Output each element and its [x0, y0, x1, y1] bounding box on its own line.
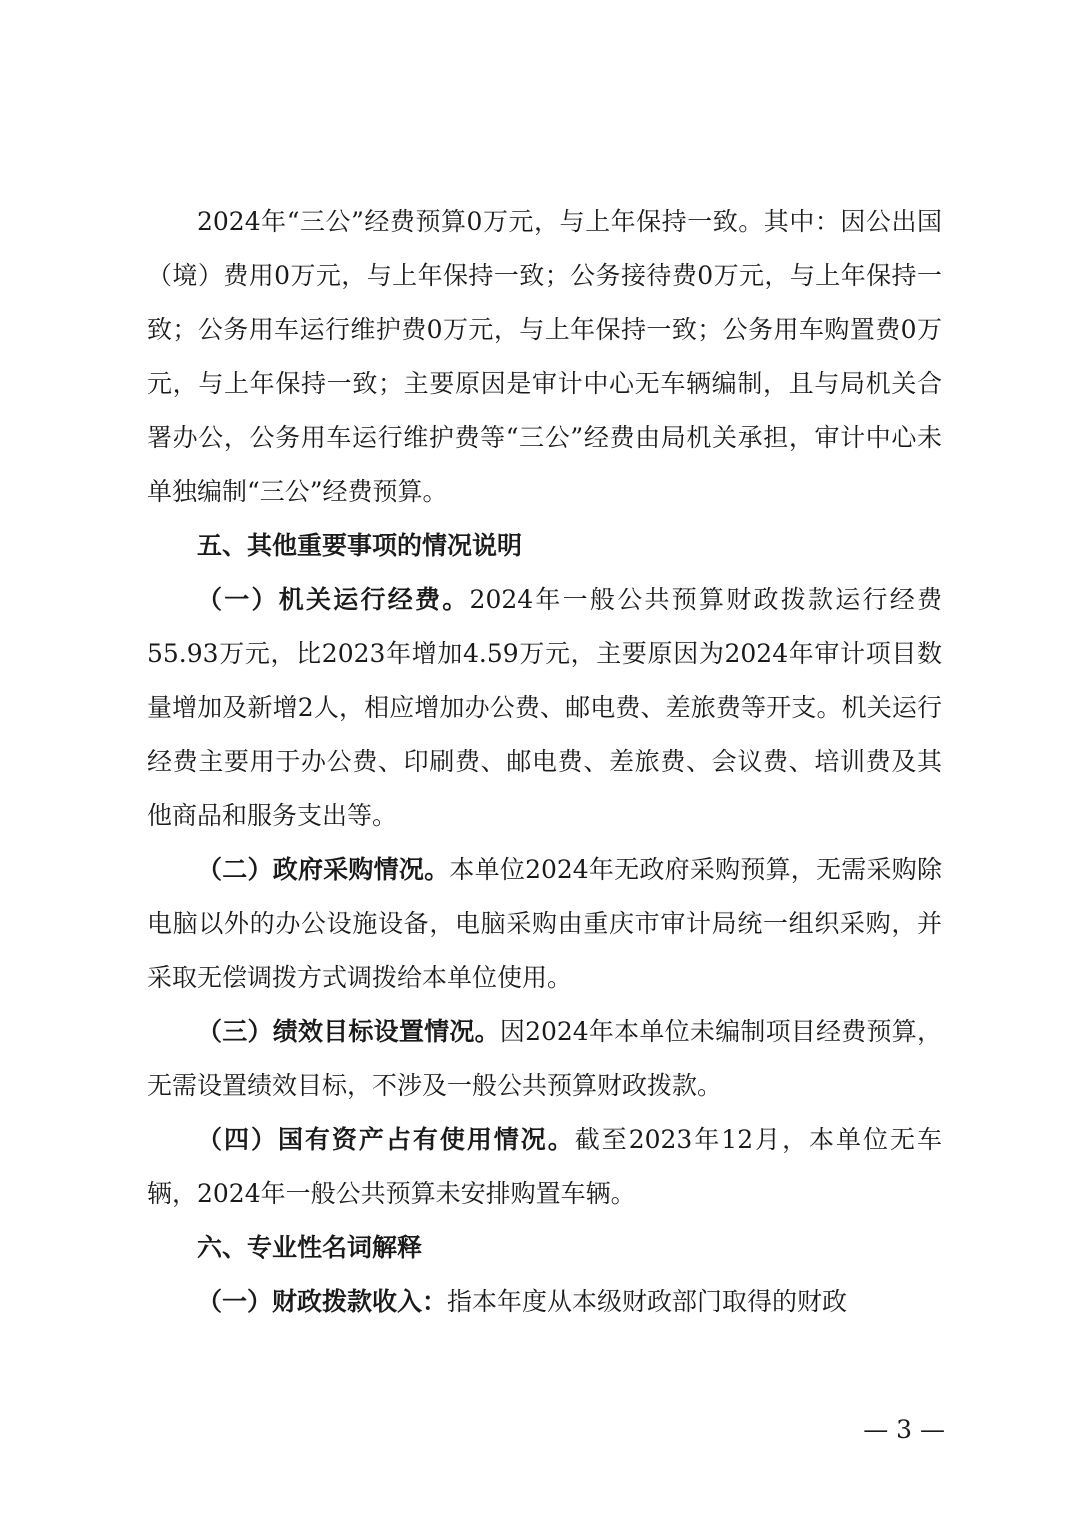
item-body-2: 本单位2024年无政府采购预算，无需采购除电脑以外的办公设施设备，电脑采购由重庆市审计局统一组织采购，并采取无偿调拨方式调拨给本单位使用。 [147, 855, 942, 992]
section-heading-5: 五、其他重要事项的情况说明 [197, 531, 523, 560]
document-body [147, 195, 942, 1329]
item-body-1: 2024年一般公共预算财政拨款运行经费55.93万元，比2023年增加4.59万元，主要原因为2024年审计项目数量增加及新增2人，相应增加办公费、邮电费、差旅费等开支。机关运行经费主要用于办公费、印刷费、邮电费、差旅费、会议费、培训费及其他商品和服务支出等。 [147, 585, 942, 830]
item-lead-4: （四）国有资产占有使用情况。 [197, 1125, 575, 1154]
paragraph-term-fiscal-income [147, 1275, 942, 1329]
item-lead-3: （三）绩效目标设置情况。 [197, 1017, 500, 1046]
paragraph-three-public-budget: 2024年“三公”经费预算0万元，与上年保持一致。其中：因公出国（境）费用0万元，与上年保持一致；公务接待费0万元，与上年保持一致；公务用车运行维护费0万元，与上年保持一致；公务用车购置费0万元，与上年保持一致；主要原因是审计中心无车辆编制，且与局机关合署办公，公务用车运行维护费等“三公”经费由局机关承担，审计中心未单独编制“三公”经费预算。 [147, 207, 942, 506]
page-number: — 3 — [863, 1415, 945, 1444]
section-heading-6: 六、专业性名词解释 [197, 1233, 423, 1262]
paragraph-state-assets [147, 1113, 942, 1221]
item-lead-1: （一）机关运行经费。 [197, 585, 470, 614]
item-lead-2: （二）政府采购情况。 [197, 855, 450, 884]
term-body-1: 指本年度从本级财政部门取得的财政 [447, 1287, 848, 1316]
paragraph-performance-targets [147, 1005, 942, 1113]
paragraph-operating-funds [147, 573, 942, 843]
term-lead-1: （一）财政拨款收入： [197, 1287, 448, 1316]
paragraph-government-procurement [147, 843, 942, 1005]
item-body-3: 因2024年本单位未编制项目经费预算，无需设置绩效目标，不涉及一般公共预算财政拨款。 [147, 1017, 942, 1100]
item-body-4: 截至2023年12月，本单位无车辆，2024年一般公共预算未安排购置车辆。 [147, 1125, 942, 1208]
